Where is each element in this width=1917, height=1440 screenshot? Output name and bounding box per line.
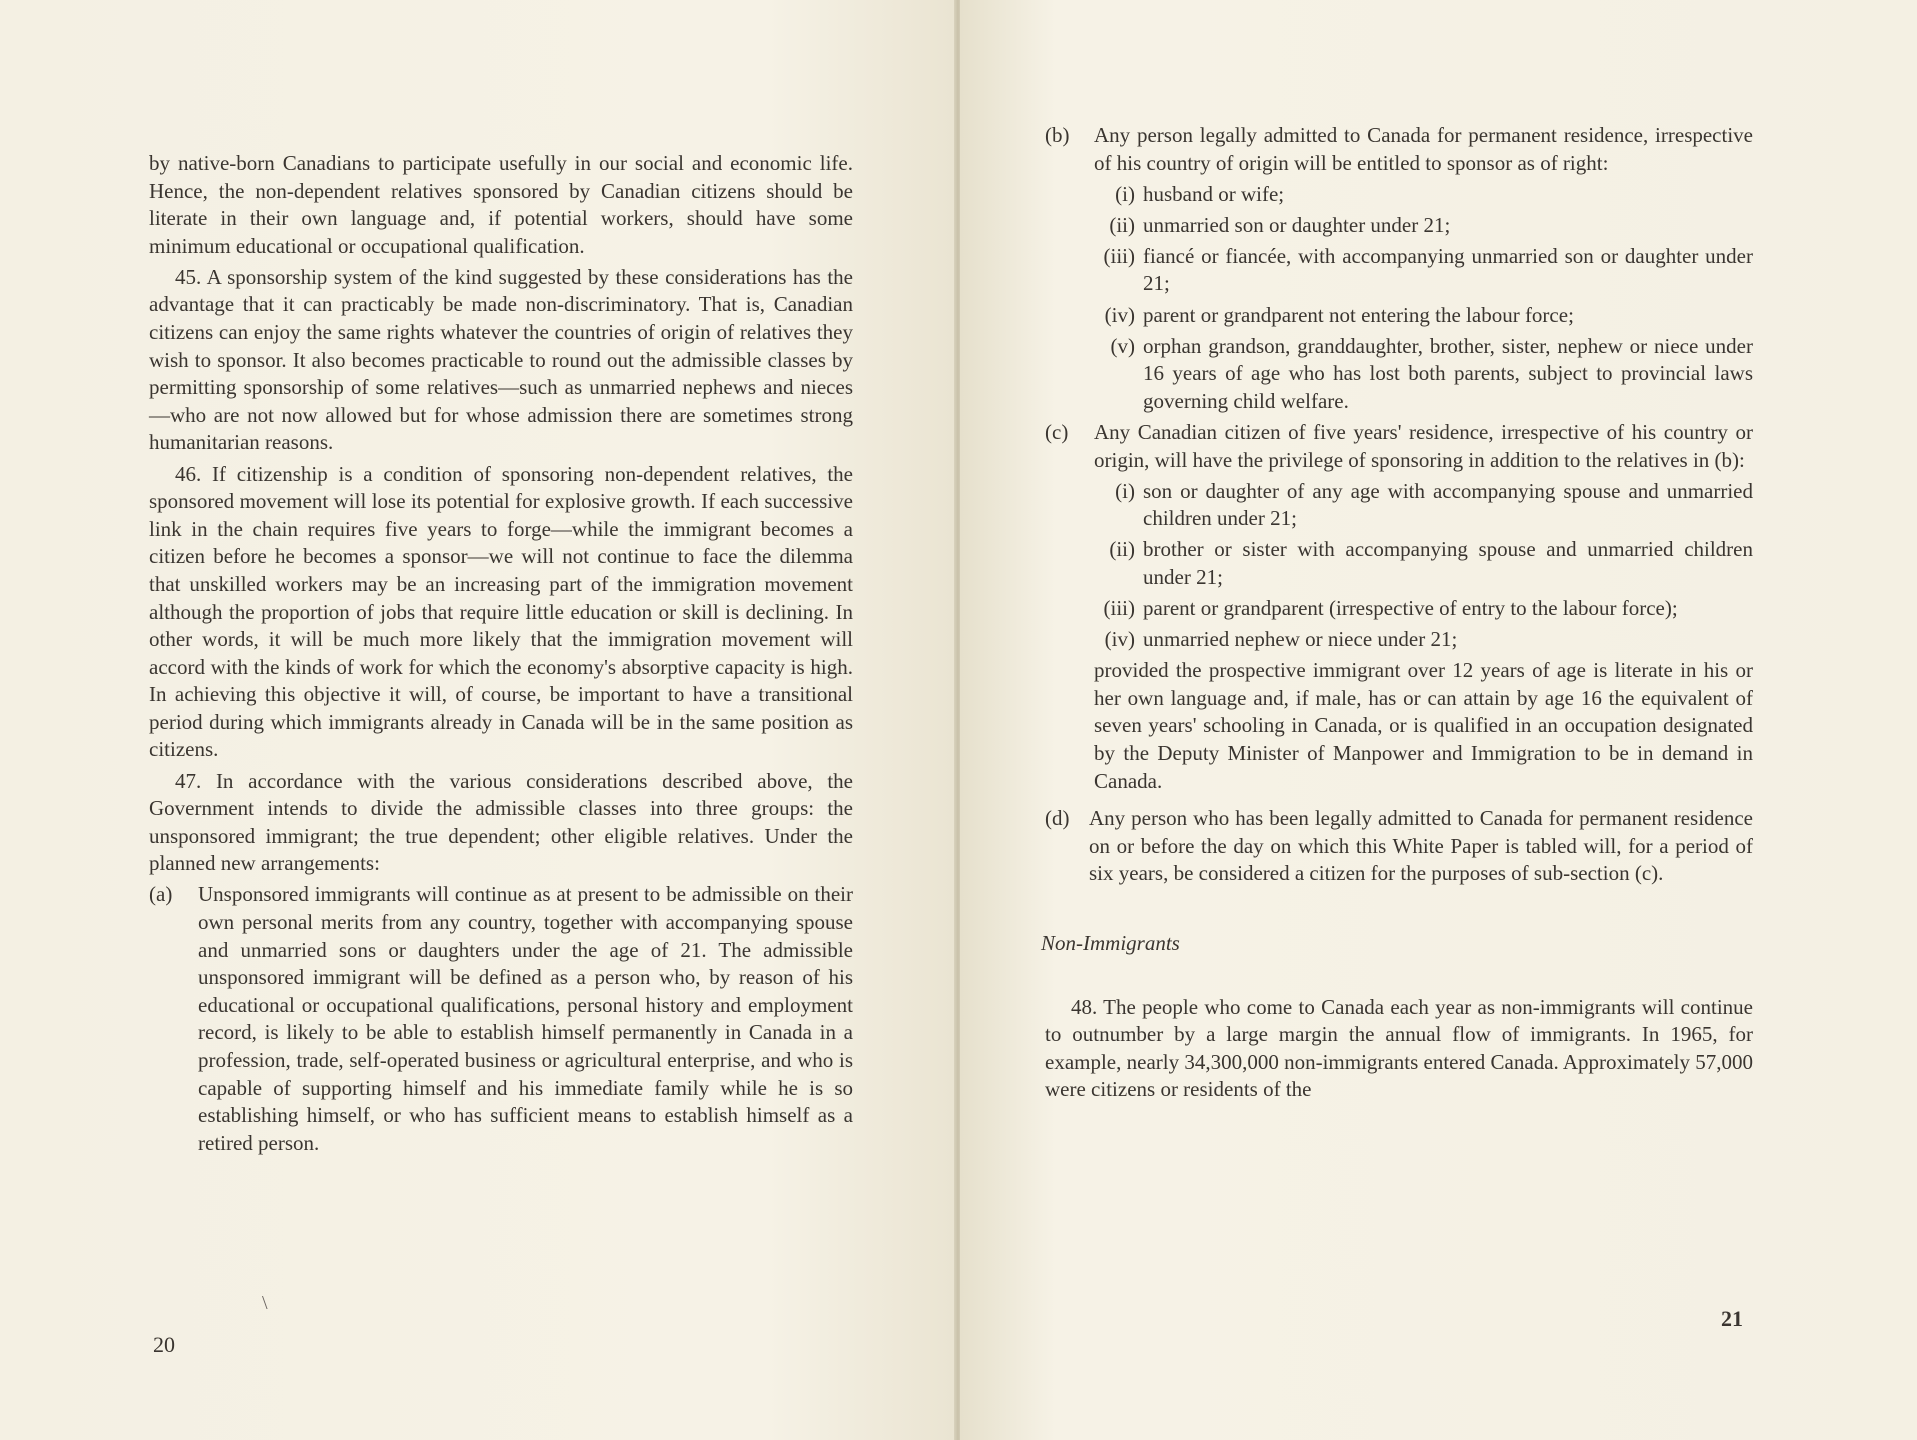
item-b-label: (b) xyxy=(1045,123,1070,147)
item-b-subitem xyxy=(1094,333,1753,416)
item-a xyxy=(149,881,853,1157)
subitem-label: (iv) xyxy=(1104,302,1135,327)
paragraph-47: 47. In accordance with the various considerations described above, the Government intends to divide the admissible classes into three groups: the unsponsored immigrant; the true dependent; other eligible relatives. Under the planned new arrangements: xyxy=(149,768,853,876)
item-b-subitem xyxy=(1094,302,1753,330)
item-c-proviso: provided the prospective immigrant over 12 years of age is literate in his or her own language and, if male, has or can attain by age 16 the equivalent of seven years' schooling in Canada, or is qualified in an occupation designated by the Deputy Minister of Manpower and Immigration to be in demand in Canada. xyxy=(1094,658,1753,793)
paragraph-46: 46. If citizenship is a condition of sponsoring non-dependent relatives, the sponsored movement will lose its potential for explosive growth. If each successive link in the chain requires five years to forge—while the immigrant becomes a citizen before he becomes a sponsor—we will not continue to face the dilemma that unskilled workers may be an increasing part of the immigration movement although the proportion of jobs that require little education or skill is declining. In other words, it will be much more likely that the immigration movement will accord with the kinds of work for which the economy's absorptive capacity is high. In achieving this objective it will, of course, be important to have a transitional period during which immigrants already in Canada will be in the same position as citizens. xyxy=(149,461,853,762)
page-number-left: 20 xyxy=(153,1332,175,1357)
item-d-label: (d) xyxy=(1045,806,1070,831)
item-d-text: Any person who has been legally admitted to Canada for permanent residence on or before the day on which this White Paper is tabled will, for a period of six years, be considered a citizen for the purposes of sub-section (c). xyxy=(1089,806,1753,886)
subitem-text: son or daughter of any age with accompanying spouse and unmarried children under 21; xyxy=(1143,478,1753,531)
subitem-label: (iv) xyxy=(1104,627,1135,652)
item-a-text: Unsponsored immigrants will continue as at present to be admissible on their own personal merits from any country, together with accompanying spouse and unmarried sons or daughters under the age of 21. The admissible unsponsored immigrant will be defined as a person who, by reason of his educational or occupational qualifications, personal history and employment record, is likely to be able to establish himself permanently in Canada in a profession, trade, self-operated business or agricultural enterprise, and who is capable of supporting himself and his immediate family while he is so establishing himself, or who has sufficient means to establish himself as a retired person. xyxy=(198,882,853,1155)
item-c-subitem xyxy=(1094,626,1753,654)
item-c xyxy=(1045,419,1753,474)
subitem-label: (ii) xyxy=(1109,212,1135,237)
subitem-label: (v) xyxy=(1110,333,1135,358)
subitem-text: brother or sister with accompanying spouse and unmarried children under 21; xyxy=(1143,537,1753,589)
stray-mark: \ xyxy=(262,1292,268,1314)
paragraph-48: 48. The people who come to Canada each year as non-immigrants will continue to outnumber by a large margin the annual flow of immigrants. In 1965, for example, nearly 34,300,000 non-immigrants entered Canada. Approximately 57,000 were citizens or residents of the xyxy=(1045,994,1753,1102)
subitem-label: (i) xyxy=(1115,478,1135,503)
subitem-text: orphan grandson, granddaughter, brother, sister, nephew or niece under 16 years of age who has lost both parents, subject to provincial laws governing child welfare. xyxy=(1143,333,1753,413)
subitem-text: unmarried son or daughter under 21; xyxy=(1143,212,1451,237)
item-c-label: (c) xyxy=(1045,419,1069,444)
item-b-subitem xyxy=(1094,181,1753,209)
item-b-subitem xyxy=(1094,243,1753,298)
item-b xyxy=(1045,122,1753,177)
subitem-label: (ii) xyxy=(1109,537,1135,562)
left-page-body xyxy=(149,150,853,1161)
subitem-text: parent or grandparent not entering the labour force; xyxy=(1143,302,1574,327)
item-c-subitem xyxy=(1094,536,1753,591)
subitem-text: fiancé or fiancée, with accompanying unmarried son or daughter under 21; xyxy=(1143,243,1753,296)
paragraph-45: 45. A sponsorship system of the kind suggested by these considerations has the advantage that it can practicably be made non-discriminatory. That is, Canadian citizens can enjoy the same rights whatever the countries of origin of relatives they wish to sponsor. It also becomes practicable to round out the admissible classes by permitting sponsorship of some relatives—such as unmarried nephews and nieces—who are not now allowed but for whose admission there are sometimes strong humanitarian reasons. xyxy=(149,264,853,455)
page-number-right: 21 xyxy=(1721,1306,1743,1331)
subitem-text: unmarried nephew or niece under 21; xyxy=(1143,627,1458,652)
subitem-label: (i) xyxy=(1115,181,1135,206)
item-c-text: Any Canadian citizen of five years' residence, irrespective of his country or origin, will have the privilege of sponsoring in addition to the relatives in (b): xyxy=(1094,419,1753,472)
left-page xyxy=(0,0,956,1440)
item-b-text: Any person legally admitted to Canada for permanent residence, irrespective of his country of origin will be entitled to sponsor as of right: xyxy=(1094,123,1753,175)
item-c-subitem xyxy=(1094,478,1753,533)
item-b-subitem xyxy=(1094,212,1753,240)
subitem-text: parent or grandparent (irrespective of entry to the labour force); xyxy=(1143,596,1678,620)
item-c-subitem xyxy=(1094,595,1753,623)
subitem-label: (iii) xyxy=(1103,243,1135,268)
right-page-body xyxy=(1041,122,1753,1107)
right-page xyxy=(960,0,1917,1440)
item-a-label: (a) xyxy=(149,882,173,907)
subitem-text: husband or wife; xyxy=(1143,181,1285,206)
continued-paragraph: by native-born Canadians to participate usefully in our social and economic life. Hence, the non-dependent relatives sponsored by Canadian citizens should be literate in their own language and, if potential workers, should have some minimum educational or occupational qualification. xyxy=(149,151,853,258)
subitem-label: (iii) xyxy=(1103,596,1135,620)
section-heading: Non-Immigrants xyxy=(1041,930,1180,955)
item-d xyxy=(1045,805,1753,888)
